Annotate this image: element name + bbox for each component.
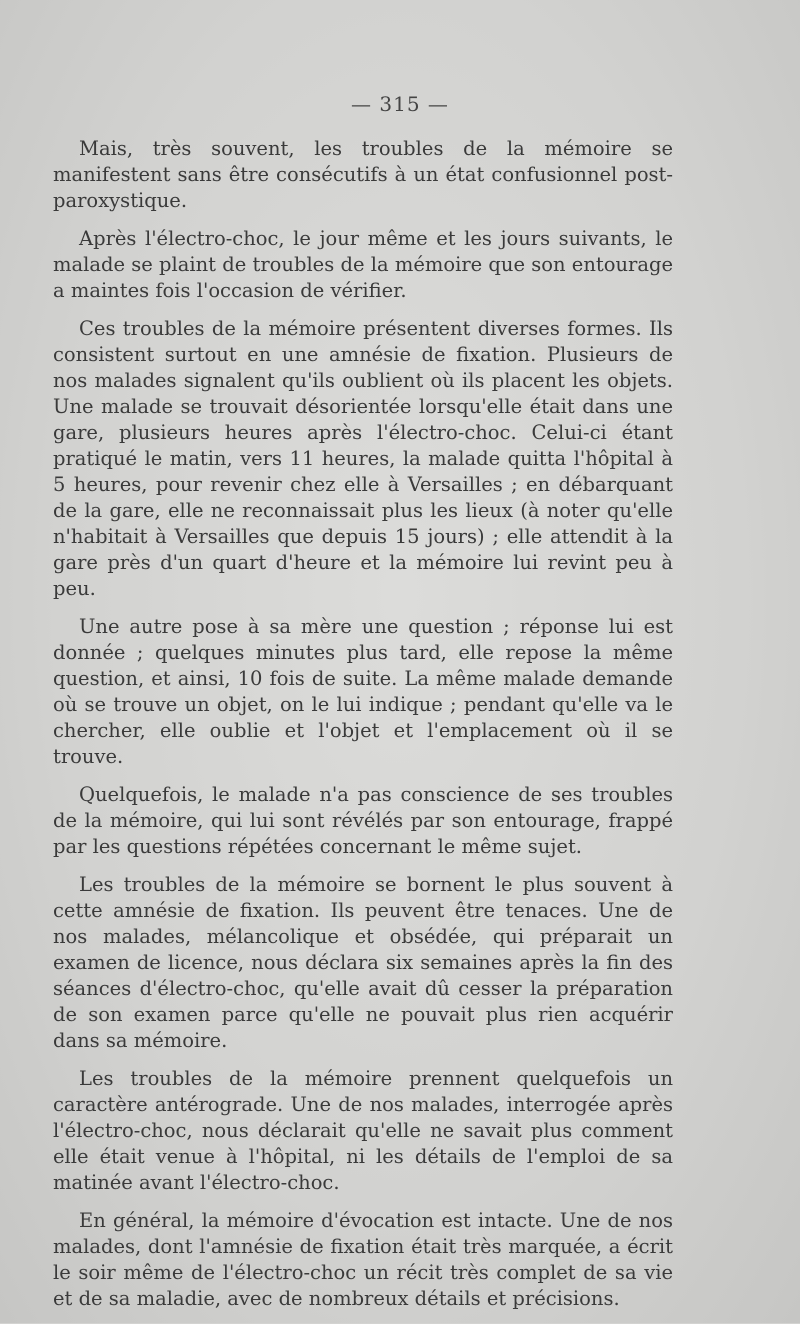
- paragraph: En général, la mémoire d'évocation est intacte. Une de nos malades, dont l'amnésie de fixation était très marquée, a écrit le soir même de l'électro-choc un récit très complet de sa vie et de sa maladie, avec de nombreux détails et précisions.: [53, 1209, 673, 1310]
- paragraph: Les troubles de la mémoire prennent quelquefois un caractère antérograde. Une de nos malades, interrogée après l'électro-choc, nous déclarait qu'elle ne savait plus comment elle était venue à l'hôpital, ni les détails de l'emploi de sa matinée avant l'électro-choc.: [53, 1067, 673, 1194]
- body-text: [53, 136, 673, 1324]
- paragraph: Une autre pose à sa mère une question ; réponse lui est donnée ; quelques minutes plus tard, elle repose la même question, et ainsi, 10 fois de suite. La même malade demande où se trouve un objet, on le lui indique ; pendant qu'elle va le chercher, elle oublie et l'objet et l'emplacement où il se trouve.: [53, 615, 673, 768]
- paragraph: Mais, très souvent, les troubles de la mémoire se manifestent sans être consécutifs à un état confusionnel post-paroxystique.: [53, 137, 673, 212]
- paragraph: Après l'électro-choc, le jour même et les jours suivants, le malade se plaint de troubles de la mémoire que son entourage a maintes fois l'occasion de vérifier.: [53, 227, 673, 302]
- paragraph: Quelquefois, le malade n'a pas conscience de ses troubles de la mémoire, qui lui sont révélés par son entourage, frappé par les questions répétées concernant le même sujet.: [53, 783, 673, 858]
- page-number: — 315 —: [351, 92, 449, 116]
- paragraph: Ces troubles de la mémoire présentent diverses formes. Ils consistent surtout en une amnésie de fixation. Plusieurs de nos malades signalent qu'ils oublient où ils placent les objets. Une malade se trouvait désorientée lorsqu'elle était dans une gare, plusieurs heures après l'électro-choc. Celui-ci étant pratiqué le matin, vers 11 heures, la malade quitta l'hôpital à 5 heures, pour revenir chez elle à Versailles ; en débarquant de la gare, elle ne reconnaissait plus les lieux (à noter qu'elle n'habitait à Versailles que depuis 15 jours) ; elle attendit à la gare près d'un quart d'heure et la mémoire lui revint peu à peu.: [53, 317, 673, 600]
- paragraph: Les troubles de la mémoire se bornent le plus souvent à cette amnésie de fixation. Ils peuvent être tenaces. Une de nos malades, mélancolique et obsédée, qui préparait un examen de licence, nous déclara six semaines après la fin des séances d'électro-choc, qu'elle avait dû cesser la préparation de son examen parce qu'elle ne pouvait plus rien acquérir dans sa mémoire.: [53, 873, 673, 1052]
